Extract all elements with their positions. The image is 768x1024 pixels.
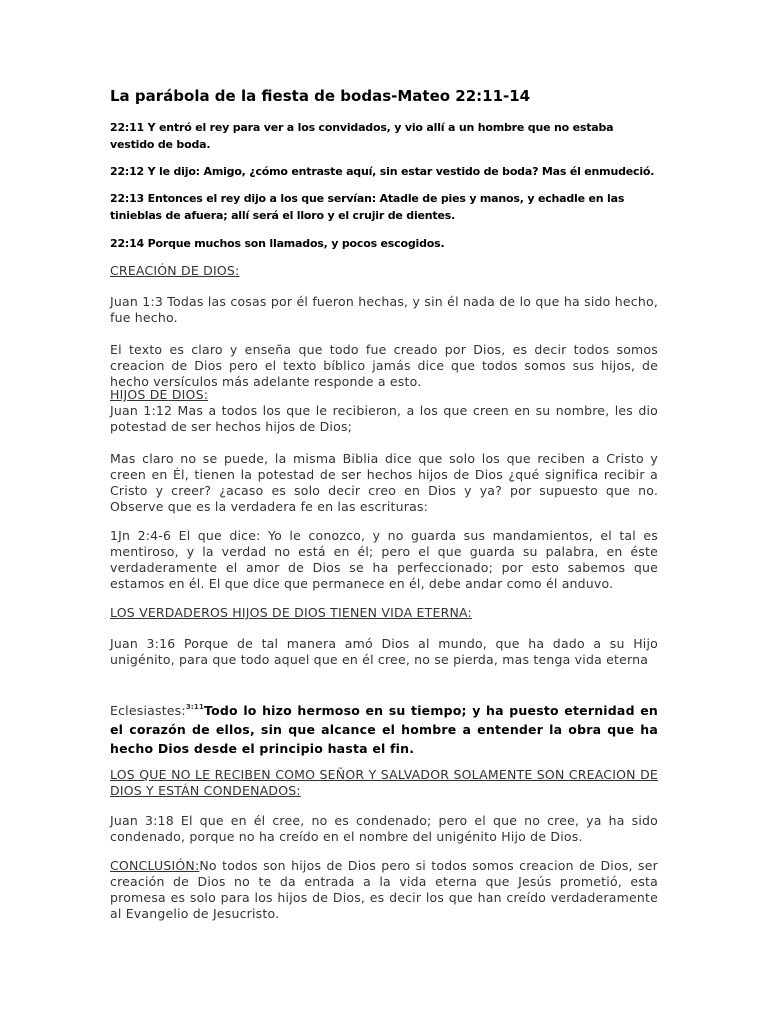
paragraph-conclusion [110, 858, 658, 922]
quote-juan-3-18: Juan 3:18 El que en él cree, no es condenado; pero el que no cree, ya ha sido condenado, porque no ha creído en el nombre del unigénito Hijo de Dios. [110, 813, 658, 844]
quote-juan-1-3: Juan 1:3 Todas las cosas por él fueron hechas, y sin él nada de lo que ha sido hecho, fue hecho. [110, 294, 658, 325]
quote-juan-1-12: Juan 1:12 Mas a todos los que le recibieron, a los que creen en su nombre, les dio potestad de ser hechos hijos de Dios; [110, 403, 658, 434]
verse-22-14: 22:14 Porque muchos son llamados, y pocos escogidos. [110, 237, 445, 250]
eclesiastes-text: Todo lo hizo hermoso en su tiempo; y ha puesto eternidad en el corazón de ellos, sin que alcance el hombre a entender la obra que ha hecho Dios desde el principio hasta el fin. [110, 703, 658, 756]
paragraph-hijos: Mas claro no se puede, la misma Biblia dice que solo los que reciben a Cristo y creen en Él, tienen la potestad de ser hechos hijos de Dios ¿qué significa recibir a Cristo y creer? ¿acaso es solo decir creo en Dios y ya? por supuesto que no. Observe que es la verdadera fe en las escrituras: [110, 451, 658, 514]
verse-22-11: 22:11 Y entró el rey para ver a los convidados, y vio allí a un hombre que no estaba vestido de boda. [110, 121, 614, 151]
quote-eclesiastes [110, 698, 658, 758]
conclusion-label: CONCLUSIÓN: [110, 858, 200, 873]
heading-hijos-de-dios: HIJOS DE DIOS: [110, 387, 209, 402]
verse-22-13: 22:13 Entonces el rey dijo a los que servían: Atadle de pies y manos, y echadle en las tinieblas de afuera; allí será el lloro y el crujir de dientes. [110, 192, 625, 222]
eclesiastes-ref: 3:11 [185, 703, 205, 711]
heading-creacion-de-dios: CREACIÓN DE DIOS: [110, 263, 240, 278]
quote-juan-3-16: Juan 3:16 Porque de tal manera amó Dios al mundo, que ha dado a su Hijo unigénito, para que todo aquel que en él cree, no se pierda, mas tenga vida eterna [110, 636, 658, 667]
heading-condenados: LOS QUE NO LE RECIBEN COMO SEÑOR Y SALVADOR SOLAMENTE SON CREACION DE DIOS Y ESTÁN CONDENADOS: [110, 767, 658, 798]
document-title: La parábola de la fiesta de bodas-Mateo 22:11-14 [110, 87, 531, 105]
quote-1jn-2-4-6: 1Jn 2:4-6 El que dice: Yo le conozco, y no guarda sus mandamientos, el tal es mentiroso, y la verdad no está en él; pero el que guarda su palabra, en éste verdaderamente el amor de Dios se ha perfeccionado; por esto sabemos que estamos en él. El que dice que permanece en él, debe andar como él anduvo. [110, 528, 658, 591]
verse-22-12: 22:12 Y le dijo: Amigo, ¿cómo entraste aquí, sin estar vestido de boda? Mas él enmudeció. [110, 165, 655, 178]
paragraph-creacion: El texto es claro y enseña que todo fue creado por Dios, es decir todos somos creacion de Dios pero el texto bíblico jamás dice que todos somos sus hijos, de hecho versículos más adelante responde a esto. [110, 342, 658, 389]
heading-vida-eterna: LOS VERDADEROS HIJOS DE DIOS TIENEN VIDA ETERNA: [110, 605, 472, 620]
eclesiastes-label: Eclesiastes: [110, 703, 186, 718]
conclusion-text: No todos son hijos de Dios pero si todos somos creacion de Dios, ser creación de Dios no te da entrada a la vida eterna que Jesús prometió, esta promesa es solo para los hijos de Dios, es decir los que han creído verdaderamente al Evangelio de Jesucristo. [110, 858, 658, 921]
